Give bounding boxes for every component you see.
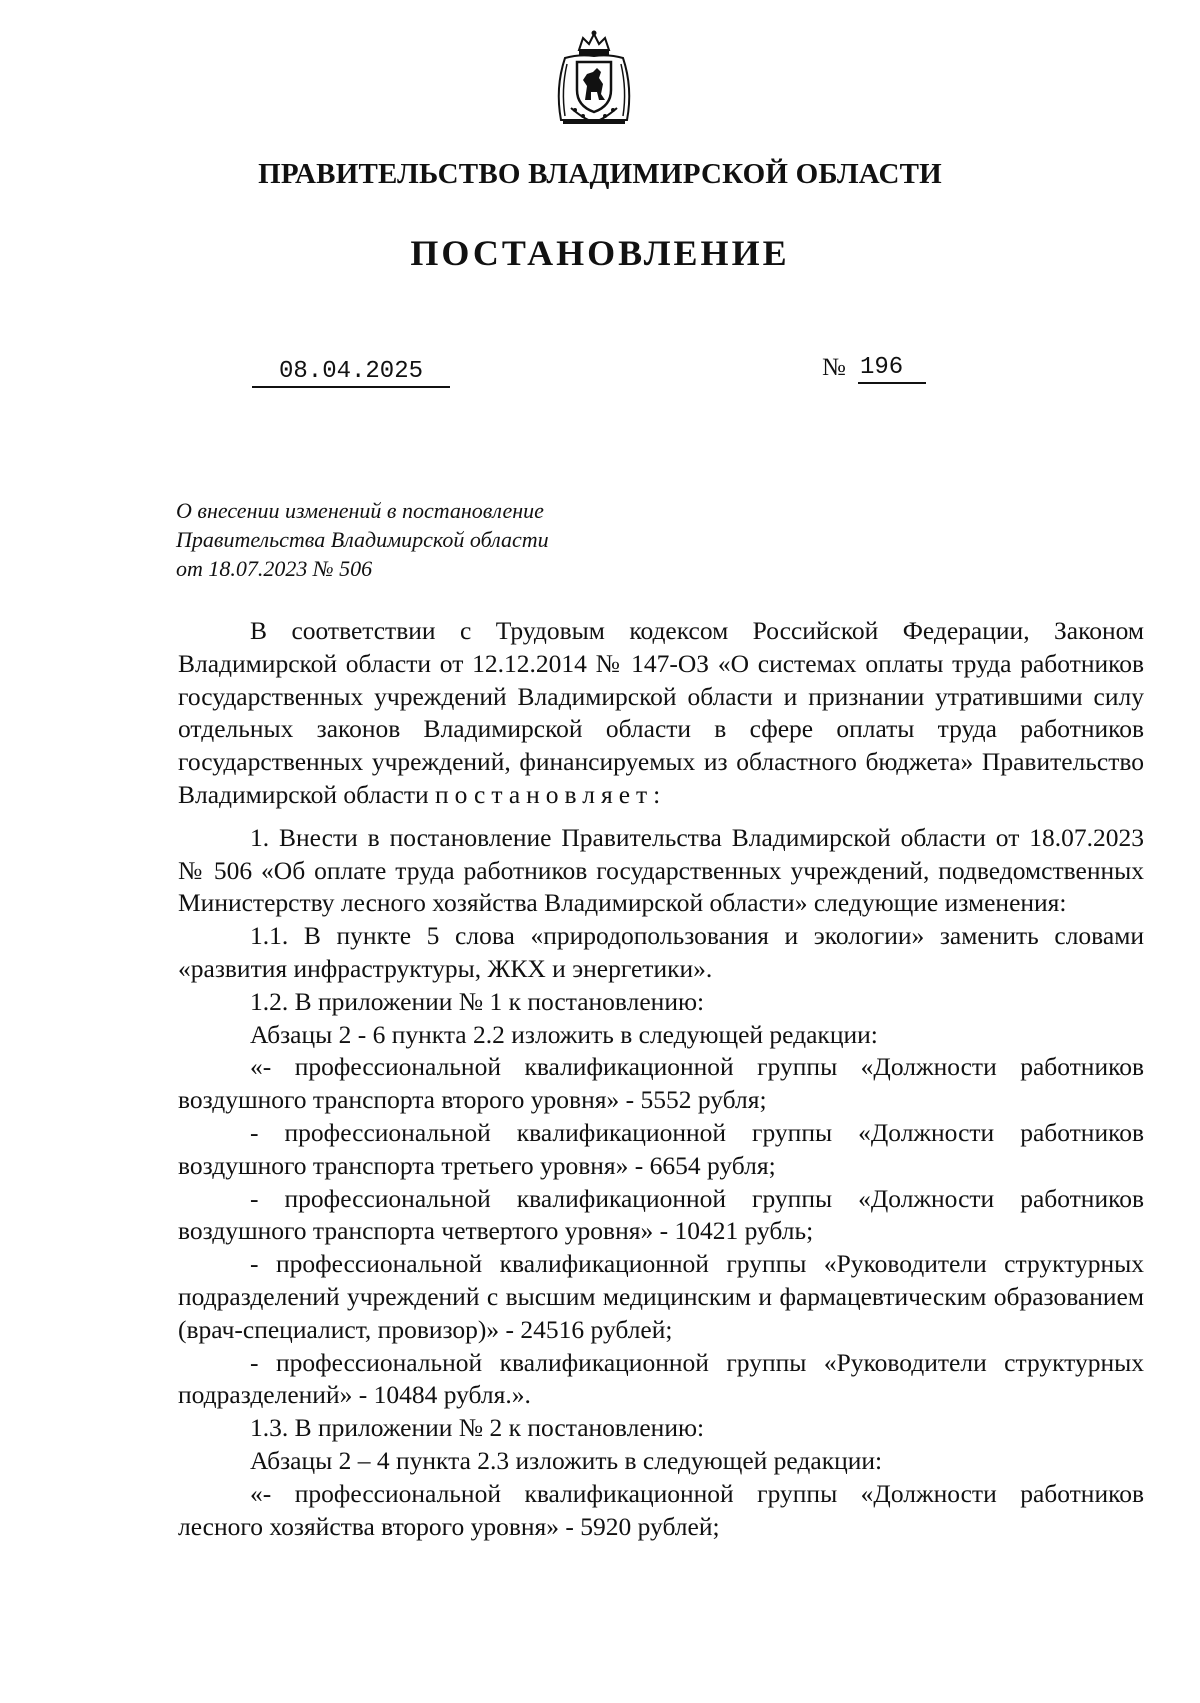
document-number-label: № — [822, 354, 846, 381]
item-1-2: 1.2. В приложении № 1 к постановлению: — [250, 986, 705, 1016]
item-1-2-clause-b: - профессиональной квалификационной группы «Должности работников воздушного транспорта третьего уровня» - 6654 рубля; — [178, 1117, 1144, 1180]
subject-line: Правительства Владимирской области — [176, 527, 549, 552]
document-type-title: ПОСТАНОВЛЕНИЕ — [410, 233, 790, 273]
item-1-3: 1.3. В приложении № 2 к постановлению: — [250, 1413, 705, 1443]
subject-line: от 18.07.2023 № 506 — [176, 556, 373, 581]
item-1-3-intro: Абзацы 2 – 4 пункта 2.3 изложить в следующей редакции: — [250, 1445, 883, 1475]
document-subject — [176, 496, 549, 583]
coat-of-arms-icon — [545, 28, 643, 128]
document-date: 08.04.2025 — [252, 358, 450, 388]
item-1-3-clause-a: «- профессиональной квалификационной группы «Должности работников лесного хозяйства второго уровня» - 5920 рублей; — [178, 1478, 1144, 1541]
item-1-2-clause-e: - профессиональной квалификационной группы «Руководители структурных подразделений» - 10484 рубля.». — [178, 1347, 1144, 1410]
preamble-paragraph — [178, 615, 1144, 812]
document-body — [178, 615, 1144, 1543]
item-1-2-intro: Абзацы 2 - 6 пункта 2.2 изложить в следующей редакции: — [250, 1019, 878, 1049]
item-1-1: 1.1. В пункте 5 слова «природопользования и экологии» заменить словами «развития инфраструктуры, ЖКХ и энергетики». — [178, 921, 1144, 983]
preamble-text: В соответствии с Трудовым кодексом Российской Федерации, Законом Владимирской области от 12.12.2014 № 147-ОЗ «О системах оплаты труда работников государственных учреждений Владимирской области и признании утратившими силу отдельных законов Владимирской области в сфере оплаты труда работников государственных учреждений, финансируемых из областного бюджета» Правительство Владимирской области — [178, 616, 1144, 809]
government-title: ПРАВИТЕЛЬСТВО ВЛАДИМИРСКОЙ ОБЛАСТИ — [258, 158, 942, 190]
item-1-2-clause-c: - профессиональной квалификационной группы «Должности работников воздушного транспорта четвертого уровня» - 10421 рубль; — [178, 1183, 1144, 1246]
preamble-verb: постановляет: — [435, 779, 667, 809]
subject-line: О внесении изменений в постановление — [176, 498, 544, 523]
item-1-2-clause-a: «- профессиональной квалификационной группы «Должности работников воздушного транспорта второго уровня» - 5552 рубля; — [178, 1052, 1144, 1115]
item-1-2-clause-d: - профессиональной квалификационной группы «Руководители структурных подразделений учреждений с высшим медицинским и фармацевтическим образованием (врач-специалист, провизор)» - 24516 рублей; — [178, 1249, 1144, 1344]
item-1: 1. Внести в постановление Правительства Владимирской области от 18.07.2023 № 506 «Об оплате труда работников государственных учреждений, подведомственных Министерству лесного хозяйства Владимирской области» следующие изменения: — [178, 822, 1144, 918]
document-number: 196 — [858, 354, 926, 384]
